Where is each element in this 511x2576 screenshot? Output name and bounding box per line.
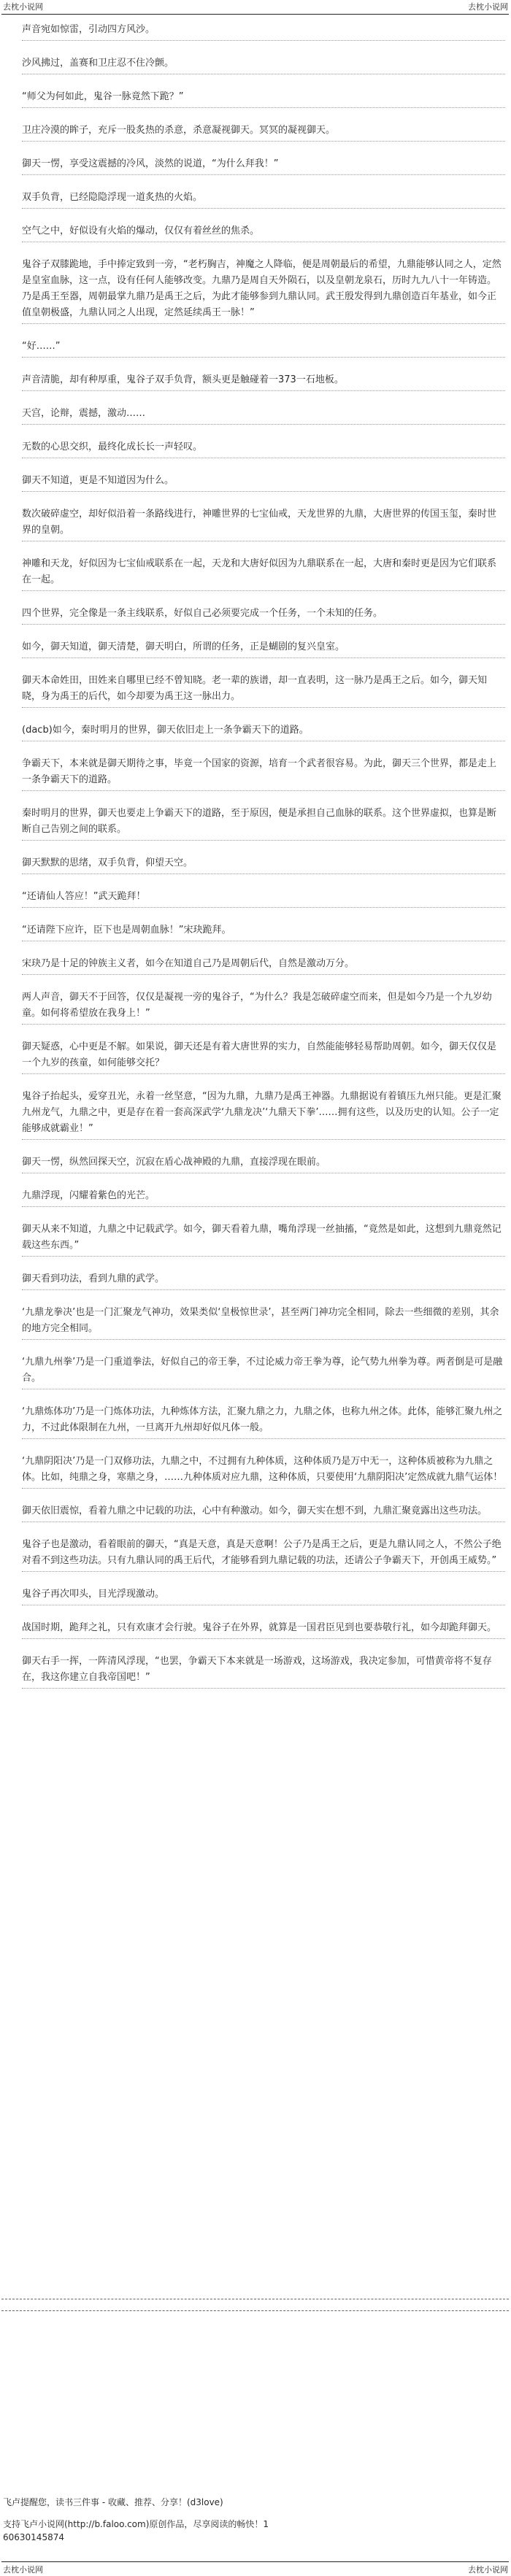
paragraph — [0, 22, 511, 38]
footer-divider — [1, 2561, 509, 2562]
paragraph-text: 御天不知道，更是不知道因为什么。 — [22, 475, 174, 486]
paragraph-underline — [22, 491, 505, 492]
paragraph-text: “师父为何如此，鬼谷一脉竟然下跪？” — [22, 91, 184, 102]
paragraph-underline — [22, 1638, 505, 1639]
paragraph-underline — [22, 141, 505, 142]
paragraph-text: “还请仙人答应！”武天跪拜！ — [22, 891, 146, 902]
paragraph-underline — [22, 624, 505, 625]
paragraph-text: 沙风拂过，盖赛和卫庄忍不住冷颤。 — [22, 58, 174, 69]
paragraph — [0, 190, 511, 206]
paragraph-text: 神雕和天龙，好似因为七宝仙戒联系在一起，天龙和大唐好似因为九鼎联系在一起，大唐和秦时更是因为它们联系在一起。 — [22, 558, 497, 585]
paragraph — [0, 1039, 511, 1071]
paragraph-text: 秦时明月的世界，御天也要走上争霸天下的道路，至于原因，便是承担自己血脉的联系。这个世界虚拟，也算是断断自己告别之间的联系。 — [22, 808, 497, 835]
paragraph-underline — [22, 1206, 505, 1207]
paragraph-text: 鬼谷子再次叩头，目光浮现激动。 — [22, 1589, 165, 1600]
section-divider-bottom — [1, 2310, 509, 2311]
paragraph-underline — [22, 974, 505, 975]
closing-reminder: 飞卢提醒您，读书三件事 - 收藏、推荐、分享！(d3love) — [3, 2497, 223, 2507]
paragraph — [0, 855, 511, 871]
paragraph-text: “好……” — [22, 341, 61, 352]
paragraph-text: ‘九鼎炼体功’乃是一门炼体功法，九种炼体方法，汇聚九鼎之力，九鼎之体，也称九州之体。此体，能够汇聚九州之力，不过此体限制在九州，一旦离开九州却好似凡体一般。 — [22, 1406, 503, 1433]
paragraph-text: 御天本命姓田，田姓来自哪里已经不曾知晓。老一辈的族谱，却一直表明，这一脉乃是禹王之后。如今，御天知晓，身为禹王的后代，如今却要为禹王这一脉出力。 — [22, 675, 488, 702]
paragraph — [0, 673, 511, 705]
paragraph — [0, 339, 511, 355]
paragraph — [0, 990, 511, 1022]
paragraph-underline — [22, 40, 505, 41]
paragraph — [0, 473, 511, 489]
paragraph-text: 无数的心思交织，最终化成长长一声轻叹。 — [22, 441, 203, 452]
page-footer — [0, 2563, 511, 2576]
paragraph-text: 数次破碎虚空，却好似沿着一条路线进行，神雕世界的七宝仙戒，天龙世界的九鼎，大唐世界的传国玉玺，秦时世界的皇朝。 — [22, 509, 497, 536]
paragraph-text: 战国时期，跪拜之礼，只有欢康才会行驶。鬼谷子在外界，就算是一国君臣见到也要恭敬行礼，如今却跪拜御天。 — [22, 1622, 497, 1633]
paragraph-text: 御天一愣，享受这震撼的冷风，淡然的说道，“为什么拜我！” — [22, 158, 279, 169]
paragraph-underline — [22, 1256, 505, 1257]
header-divider — [1, 14, 509, 15]
paragraph-underline — [22, 707, 505, 708]
paragraph — [0, 1537, 511, 1569]
paragraph — [0, 922, 511, 938]
paragraph-text: 四个世界，完全像是一条主线联系，好似自己必须要完成一个任务，一个未知的任务。 — [22, 608, 383, 619]
paragraph-text: 御天看到功法，看到九鼎的武学。 — [22, 1273, 165, 1284]
page-bottom-notes — [0, 2496, 511, 2544]
paragraph-underline — [22, 790, 505, 791]
paragraph-text: 声音宛如惊雷，引动四方风沙。 — [22, 24, 155, 35]
reference-code: 60630145874 — [3, 2532, 64, 2542]
paragraph-underline — [22, 907, 505, 908]
paragraph — [0, 1454, 511, 1486]
paragraph — [0, 223, 511, 239]
paragraph — [0, 506, 511, 539]
paragraph-underline — [22, 390, 505, 391]
paragraph — [0, 639, 511, 655]
paragraph — [0, 89, 511, 105]
paragraph-underline — [22, 208, 505, 209]
paragraph — [0, 756, 511, 788]
paragraph-text: 御天疑惑，心中更是不解。如果说，御天还是有着大唐世界的实力，自然能能够轻易帮助周朝。如今，御天仅仅是一个九岁的孩童，如何能够交托？ — [22, 1041, 497, 1068]
paragraph-underline — [22, 1024, 505, 1025]
paragraph-text: ‘九鼎龙拳决’也是一门汇聚龙气神功，效果类似‘皇极惊世录’，甚至两门神功完全相同，除去一些细微的差别，其余的地方完全相同。 — [22, 1307, 499, 1334]
paragraph-text: ‘九鼎九州拳’乃是一门重道拳法，好似自己的帝王拳，不过论威力帝王拳为尊，论气势九州拳为尊。两者倒是可是融合。 — [22, 1357, 503, 1384]
paragraph-underline — [22, 424, 505, 425]
paragraph — [0, 439, 511, 455]
paragraph-text: 卫庄冷漠的眸子，充斥一股炙热的杀意，杀意凝视御天。冥冥的凝视御天。 — [22, 125, 336, 136]
paragraph-text: 鬼谷子也是激动，看着眼前的御天，“真是天意，真是天意啊！公子乃是禹王之后，更是九鼎认同之人，不然公子绝对看不到这些功法。只有九鼎认同的禹王后代，才能够看到九鼎记载的功法，还请公子争霸天下，开创禹王威势。” — [22, 1539, 502, 1566]
paragraph — [0, 1586, 511, 1603]
paragraph-underline — [22, 107, 505, 108]
paragraph — [0, 257, 511, 321]
paragraph — [0, 1154, 511, 1171]
paragraph-text: 鬼谷子双膝跪地，手中捧定致到一旁，“老朽胸吉，神魔之人降临，便是周朝最后的希望，九鼎能够认同之人，定然是皇室血脉，这一点，设有任何人能够改变。九鼎乃是周自天外陨石，以及皇朝龙泉石，历时九九八十一年铸造。乃是禹王至器，周朝最掌九鼎乃是禹王之后，为此才能够参到九鼎认同。武王殷发得到九鼎创造百年基业，如今正值皇朝极盛，九鼎认同之人出现，定然延续禹王一脉！” — [22, 259, 502, 318]
paragraph — [0, 372, 511, 388]
paragraph-underline — [22, 1688, 505, 1689]
paragraph-text: 双手负背，已经隐隐浮现一道炙热的火焰。 — [22, 192, 203, 203]
footer-site-name-left[interactable]: 去枕小说网 — [3, 2565, 43, 2575]
paragraph-text: 御天右手一挥，一阵清风浮现，“也罢，争霸天下本来就是一场游戏，这场游戏，我决定参加，可惜黄帝将不复存在，我这你建立自我帝国吧！” — [22, 1656, 492, 1683]
paragraph — [0, 1222, 511, 1254]
paragraph — [0, 123, 511, 139]
paragraph — [0, 1620, 511, 1636]
paragraph-underline — [22, 357, 505, 358]
header-site-name-left[interactable]: 去枕小说网 — [3, 2, 43, 12]
support-ad-line[interactable]: 支持飞卢小说网(http://b.faloo.com)原创作品，尽享阅读的畅快！1 — [3, 2519, 269, 2529]
paragraph-text: 御天依旧震惊，看着九鼎之中记载的功法，心中有种激动。如今，御天实在想不到，九鼎汇聚竟露出这些功法。 — [22, 1505, 488, 1516]
header-site-name-right[interactable]: 去枕小说网 — [468, 2, 508, 12]
paragraph — [0, 956, 511, 972]
footer-site-name-right[interactable]: 去枕小说网 — [468, 2565, 508, 2575]
paragraph-underline — [22, 174, 505, 175]
paragraph-underline — [22, 1289, 505, 1290]
paragraph-underline — [22, 840, 505, 841]
paragraph-underline — [22, 1438, 505, 1439]
paragraph — [0, 1503, 511, 1519]
paragraph — [0, 556, 511, 588]
paragraph-text: 天宫，论辩，震撼，激动…… — [22, 408, 146, 419]
paragraph-text: 御天从来不知道，九鼎之中记载武学。如今，御天看着九鼎，嘴角浮现一丝抽搐，“竟然是如此，这想到九鼎竟然记载这些东西。” — [22, 1224, 502, 1251]
paragraph — [0, 1188, 511, 1204]
paragraph — [0, 606, 511, 622]
paragraph-text: 如今，御天知道，御天清楚，御天明白，所谓的任务，正是蝴剧的复兴皇室。 — [22, 641, 345, 652]
paragraph-underline — [22, 1571, 505, 1572]
paragraph — [0, 406, 511, 422]
paragraph-text: “还请陛下应许，臣下也是周朝血脉！”宋玦跪拜。 — [22, 925, 231, 936]
paragraph — [0, 156, 511, 172]
paragraph — [0, 1654, 511, 1686]
paragraph-underline — [22, 1339, 505, 1340]
paragraph-text: 九鼎浮现，闪耀着紫色的光芒。 — [22, 1190, 155, 1201]
paragraph — [0, 1404, 511, 1436]
paragraph-text: ‘九鼎阴阳决’乃是一门双修功法，九鼎之中，不过拥有九种体质，这种体质乃是万中无一，这种体质被称为九鼎之体。比如，纯鼎之身，寒鼎之身，……九种体质对应九鼎，这种体质，只要使用‘九鼎阴阳决’定然成就九鼎气运体！ — [22, 1456, 503, 1483]
paragraph — [0, 1354, 511, 1387]
paragraph — [0, 55, 511, 72]
paragraph — [0, 722, 511, 739]
paragraph-text: 两人声音，御天不于回答，仅仅是凝视一旁的鬼谷子，“为什么？我是怎破碎虚空而来，但是如今乃是一个九岁幼童。如何将希望放在我身上！” — [22, 992, 492, 1019]
paragraph — [0, 806, 511, 838]
paragraph-text: 声音清脆，却有种厚重，鬼谷子双手负背，额头更是触碰着一373一石地板。 — [22, 374, 344, 385]
paragraph-text: 鬼谷子抬起头，爱穿丑光，永着一丝坚意，“因为九鼎，九鼎乃是禹王神器。九鼎据说有着镇压九州只能。更是汇聚九州龙气，九鼎之中，更是存在着一套高深武学‘九鼎龙决’‘九鼎天下拳’……拥有这些，以及历史的认知。公子一定能够成就霸业！” — [22, 1091, 502, 1134]
paragraph-text: 御天一愣，纵然回探天空，沉寂在盾心战神殿的九鼎，直接浮现在眼前。 — [22, 1157, 326, 1168]
paragraph-underline — [22, 590, 505, 591]
paragraph — [0, 1089, 511, 1137]
paragraph-text: 御天默默的思绪，双手负背，仰望天空。 — [22, 857, 193, 868]
paragraph-text: 争霸天下，本来就是御天期待之事，毕竟一个国家的资源，培育一个武者很容易。为此，御天三个世界，都是走上一条争霸天下的道路。 — [22, 758, 497, 785]
paragraph — [0, 1271, 511, 1287]
paragraph-underline — [22, 1073, 505, 1074]
paragraph-text: 空气之中，好似设有火焰的爆动，仅仅有着丝丝的焦杀。 — [22, 225, 260, 236]
paragraph — [0, 889, 511, 905]
paragraph-underline — [22, 1139, 505, 1140]
paragraph-text: 宋玦乃是十足的钟族主义者，如今在知道自己乃是周朝后代，自然是激动万分。 — [22, 958, 355, 969]
paragraph-text: (dacb)如今，秦时明月的世界，御天依旧走上一条争霸天下的道路。 — [22, 725, 309, 736]
paragraph-underline — [22, 323, 505, 324]
chapter-body — [0, 22, 511, 1703]
paragraph-underline — [22, 1488, 505, 1489]
paragraph — [0, 1305, 511, 1337]
page-header — [0, 0, 511, 13]
